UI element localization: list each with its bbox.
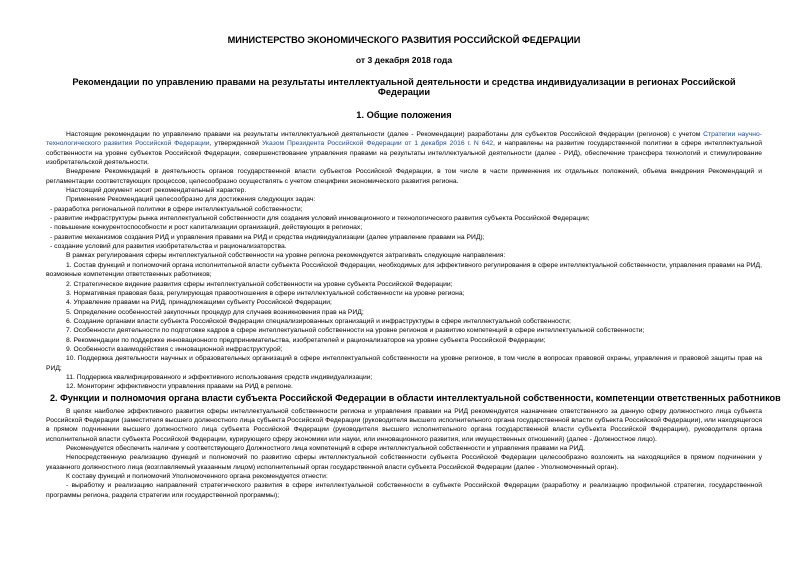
section-2-paragraph-5: - выработку и реализацию направлений стратегического развития в сфере интеллектуальной собственности в субъекте Российской Федерации (разработку и реализацию профильной стратегии, государственной программы региона, раздела стратегии или государственной программы); [46,482,762,499]
section-1-paragraph-2: Внедрение Рекомендаций в деятельность органов государственной власти субъектов Российской Федерации, в том числе в части применения их отдельных положений, объема внедрения Рекомендаций и регламентации соответствующих процессов, целесообразно осуществлять с учетом специфики экономического развития региона. [46,168,762,185]
direction-item: 5. Определение особенностей закупочных процедур для случаев возникновения прав на РИД; [66,308,364,316]
section-2-paragraph-4: К составу функций и полномочий Уполномоченного органа рекомендуется отнести: [66,473,328,481]
section-2-paragraph-3: Непосредственную реализацию функций и полномочий по развитию сферы интеллектуальной собственности субъекта Российской Федерации целесообразно возложить на находящийся в прямом подчинении у указанного должностного лица (возглавляемый указанным лицом) исполнительный орган государственной власти субъекта Российской Федерации (далее - Уполномоченный орган). [46,454,762,471]
decree-link[interactable]: Указом Президента Российской Федерации от 1 декабря 2016 г. N 642 [261,140,493,148]
document-date: от 3 декабря 2018 года [355,55,453,65]
direction-item: 11. Поддержка квалифицированного и эффективного использования средств индивидуализации; [66,373,373,381]
section-1-paragraph-4: Применение Рекомендаций целесообразно для достижения следующих задач: [66,196,316,204]
task-item: - создание условий для развития изобретательства и рационализаторства. [50,243,287,251]
task-item: - повышение конкурентоспособности и рост капитализации организаций, действующих в регионах; [50,224,363,232]
direction-item: 10. Поддержка деятельности научных и образовательных организаций в сфере интеллектуальной собственности на уровне регионов, в том числе в вопросах правовой охраны, управления и правовой защиты прав на РИД; [46,355,762,372]
paragraph-text: Настоящие рекомендации по управлению правами на результаты интеллектуальной деятельности (далее - Рекомендации) разработаны для субъектов Российской Федерации (регионов) с учетом [66,131,704,138]
direction-item: 6. Создание органами власти субъекта Российской Федерации специализированных организаций и инфраструктуры в сфере интеллектуальной собственности; [66,317,571,325]
section-1-paragraph-1 [46,130,762,167]
direction-item: 7. Особенности деятельности по подготовке кадров в сфере интеллектуальной собственности на уровне регионов и развитию компетенций в сфере интеллектуальной собственности; [66,327,645,335]
ministry-name: МИНИСТЕРСТВО ЭКОНОМИЧЕСКОГО РАЗВИТИЯ РОССИЙСКОЙ ФЕДЕРАЦИИ [227,35,581,45]
direction-item: 8. Рекомендации по поддержке инновационного предпринимательства, изобретателей и рационализаторов на уровне субъекта Российской Федерации; [66,336,546,344]
direction-item: 12. Мониторинг эффективности управления правами на РИД в регионе. [66,383,293,391]
direction-item: 2. Стратегическое видение развития сферы интеллектуальной собственности на уровне субъекта Российской Федерации; [66,280,453,288]
section-1-paragraph-3: Настоящий документ носит рекомендательный характер. [66,187,247,195]
strategy-link[interactable]: Стратегии научно-технологического развития Российской Федерации [46,131,762,148]
document-title: Рекомендации по управлению правами на результаты интеллектуальной деятельности и средства индивидуализации в регионах Российской Федерации [72,77,736,97]
direction-item: 1. Состав функций и полномочий органа исполнительной власти субъекта Российской Федерации, необходимых для эффективного регулирования в сфере интеллектуальной собственности, управления правами на РИД, возможные компетенции ответственных работников; [46,261,762,279]
task-item: - развитие инфраструктуры рынка интеллектуальной собственности для создания условий инновационного и технологического развития субъекта Российской Федерации; [50,215,590,223]
paragraph-text: , и направлены на развитие государственной политики в сфере интеллектуальной собственности на уровне субъектов Российской Федерации, совершенствование управления правами на результаты интеллектуальной деятельности (далее - РИД), обеспечение трансфера технологий и стимулирование изобретательской деятельности. [46,140,762,167]
section-2-paragraph-2: Рекомендуется обеспечить наличие у соответствующего Должностного лица компетенций в сфере интеллектуальной собственности и управления правами на РИД. [66,445,585,452]
direction-item: 4. Управление правами на РИД, принадлежащими субъекту Российской Федерации; [66,299,332,307]
section-2-paragraph-1: В целях наиболее эффективного развития сферы интеллектуальной собственности региона и управления правами на РИД рекомендуется назначение ответственного за данную сферу должностного лица субъекта Российской Федерации (заместителя высшего должностного лица субъекта Российской Федерации (руководителя высшего исполнительного органа государственной власти субъекта Российской Федерации), или находящегося в прямом подчинении высшего должностного лица субъекта Российской Федерации (руководителя высшего исполнительного органа государственной власти субъекта Российской Федерации), руководителя органа исполнительной власти субъекта Российской Федерации, курирующего сферу экономики или науки, или инновационного развития, или имущественных отношений) (далее - Должностное лицо). [46,407,762,443]
direction-item: 3. Нормативная правовая база, регулирующая правоотношения в сфере интеллектуальной собственности на уровне региона; [66,289,465,297]
section-1-paragraph-5: В рамках регулирования сферы интеллектуальной собственности на уровне региона рекомендуется затрагивать следующие направления: [66,252,506,260]
section-2-heading: 2. Функции и полномочия органа власти субъекта Российской Федерации в области интеллектуальной собственности, компетенции ответственных работников [50,392,781,403]
paragraph-text: , утвержденной [209,140,262,148]
section-1-heading: 1. Общие положения [356,110,452,120]
direction-item: 9. Особенности взаимодействия с инновационной инфраструктурой; [66,345,283,353]
task-item: - развитие механизмов создания РИД и управления правами на РИД и средства индивидуализации (далее управление правами на РИД); [50,233,485,241]
task-item: - разработка региональной политики в сфере интеллектуальной собственности; [50,205,303,213]
